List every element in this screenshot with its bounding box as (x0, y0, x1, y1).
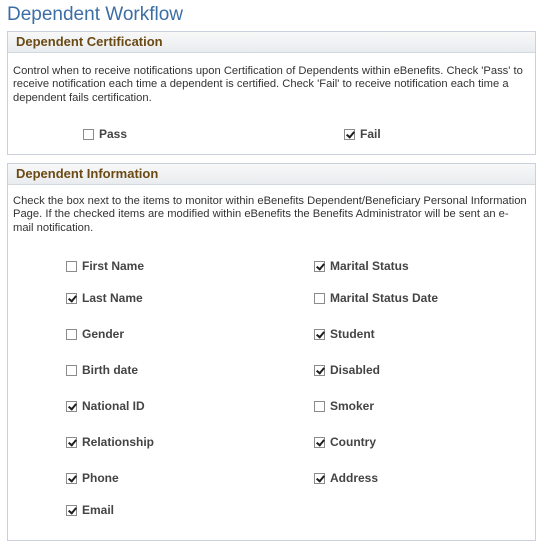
birth-date-checkbox-row[interactable] (66, 363, 138, 377)
first-name-checkbox[interactable] (66, 261, 77, 272)
pass-checkbox-row[interactable] (83, 127, 127, 141)
country-checkbox[interactable] (314, 437, 325, 448)
smoker-label: Smoker (330, 399, 375, 413)
dependent-information-section (7, 163, 536, 541)
fail-checkbox[interactable] (344, 129, 355, 140)
disabled-label: Disabled (330, 363, 381, 377)
email-label: Email (82, 503, 115, 517)
relationship-checkbox[interactable] (66, 437, 77, 448)
address-checkbox-row[interactable] (314, 471, 378, 485)
student-checkbox[interactable] (314, 329, 325, 340)
phone-checkbox-row[interactable] (66, 471, 119, 485)
email-checkbox-row[interactable] (66, 503, 114, 517)
country-label: Country (330, 435, 376, 449)
relationship-label: Relationship (82, 435, 155, 449)
marital-status-checkbox-row[interactable] (314, 259, 409, 273)
disabled-checkbox[interactable] (314, 365, 325, 376)
first-name-label: First Name (82, 259, 145, 273)
smoker-checkbox-row[interactable] (314, 399, 374, 413)
section-header: Dependent Certification (8, 32, 535, 53)
birth-date-checkbox[interactable] (66, 365, 77, 376)
national-id-checkbox-row[interactable] (66, 399, 145, 413)
fail-label: Fail (360, 127, 381, 141)
marital-status-checkbox[interactable] (314, 261, 325, 272)
marital-status-date-checkbox-row[interactable] (314, 291, 438, 305)
smoker-checkbox[interactable] (314, 401, 325, 412)
email-checkbox[interactable] (66, 505, 77, 516)
pass-label: Pass (99, 127, 128, 141)
certification-description: Control when to receive notifications upon Certification of Dependents within eBenefits. Check 'Pass' to receive notification each time a dependent is certified. Check 'Fail' to receive notification each time a dependent fails certification. (13, 65, 523, 104)
gender-label: Gender (82, 327, 125, 341)
marital-status-date-checkbox[interactable] (314, 293, 325, 304)
disabled-checkbox-row[interactable] (314, 363, 380, 377)
marital-status-date-label: Marital Status Date (330, 291, 439, 305)
address-label: Address (330, 471, 379, 485)
last-name-checkbox[interactable] (66, 293, 77, 304)
gender-checkbox[interactable] (66, 329, 77, 340)
relationship-checkbox-row[interactable] (66, 435, 154, 449)
phone-checkbox[interactable] (66, 473, 77, 484)
national-id-checkbox[interactable] (66, 401, 77, 412)
student-label: Student (330, 327, 375, 341)
last-name-checkbox-row[interactable] (66, 291, 143, 305)
gender-checkbox-row[interactable] (66, 327, 124, 341)
page-title: Dependent Workflow (7, 4, 184, 25)
last-name-label: Last Name (82, 291, 143, 305)
marital-status-label: Marital Status (330, 259, 409, 273)
pass-checkbox[interactable] (83, 129, 94, 140)
address-checkbox[interactable] (314, 473, 325, 484)
dependent-certification-section (7, 31, 536, 155)
phone-label: Phone (82, 471, 119, 485)
birth-date-label: Birth date (82, 363, 139, 377)
first-name-checkbox-row[interactable] (66, 259, 144, 273)
national-id-label: National ID (82, 399, 145, 413)
country-checkbox-row[interactable] (314, 435, 376, 449)
information-description: Check the box next to the items to monitor within eBenefits Dependent/Beneficiary Personal Information Page. If the checked items are modified within eBenefits the Benefits Administrator will be sent an e-mail notification. (13, 195, 527, 234)
fail-checkbox-row[interactable] (344, 127, 381, 141)
student-checkbox-row[interactable] (314, 327, 375, 341)
section-header: Dependent Information (8, 164, 535, 185)
